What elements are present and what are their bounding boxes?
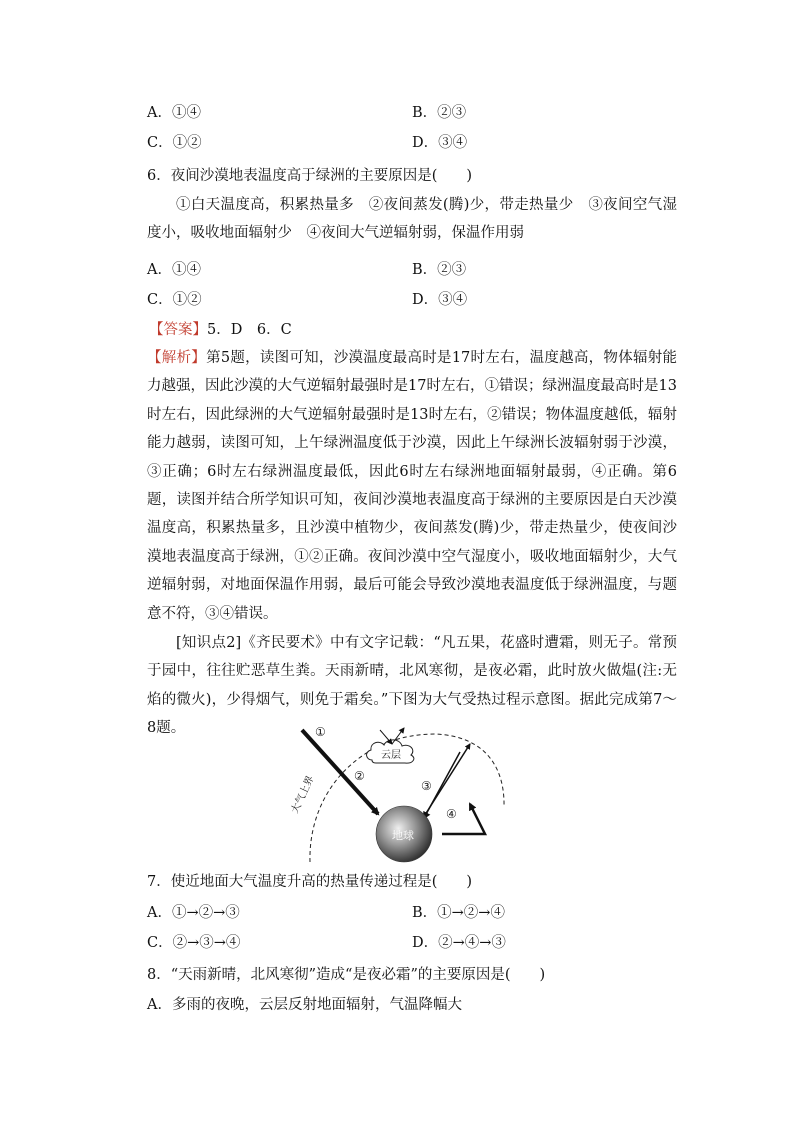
analysis-paragraph xyxy=(147,344,677,628)
analysis-text: 第5题，读图可知，沙漠温度最高时是17时左右，温度越高，物体辐射能力越强，因此沙漠的大气逆辐射最强时是17时左右，①错误；绿洲温度最高时是13时左右，因此绿洲的大气逆辐射最强时是13时左右，②错误；物体温度越低，辐射能力越弱，读图可知，上午绿洲温度低于沙漠，因此上午绿洲长波辐射弱于沙漠，③正确；6时左右绿洲温度最低，因此6时左右绿洲地面辐射最弱，④正确。第6题，读图并结合所学知识可知，夜间沙漠地表温度高于绿洲的主要原因是白天沙漠温度高，积累热量多，且沙漠中植物少，夜间蒸发(腾)少，带走热量少，使夜间沙漠地表温度高于绿洲，①②正确。夜间沙漠中空气湿度小，吸收地面辐射少，大气逆辐射弱，对地面保温作用弱，最后可能会导致沙漠地表温度低于绿洲温度，与题意不符，③④错误。 xyxy=(147,350,677,622)
q7-option-b: B．①→②→④ xyxy=(412,905,505,921)
q7-option-d: D．②→④→③ xyxy=(412,935,506,951)
q8-stem: 8．“天雨新晴，北风寒彻”造成“是夜必霜”的主要原因是( ) xyxy=(147,967,546,983)
marker-4: ④ xyxy=(446,807,457,821)
knowledge-paragraph: [知识点2]《齐民要术》中有文字记载：“凡五果，花盛时遭霜，则无子。常预于园中，往往贮恶草生粪。天雨新晴，北风寒彻，是夜必霜，此时放火做煴(注:无焰的微火)，少得烟气，则免于霜矣。”下图为大气受热过程示意图。据此完成第7～8题。 xyxy=(147,635,677,737)
cloud-label: 云层 xyxy=(381,750,401,761)
q6-statements: ①白天温度高，积累热量多 ②夜间蒸发(腾)少，带走热量少 ③夜间空气湿度小，吸收地面辐射少 ④夜间大气逆辐射弱，保温作用弱 xyxy=(147,197,677,242)
answer-line xyxy=(147,320,292,340)
q6-stem: 6．夜间沙漠地表温度高于绿洲的主要原因是( ) xyxy=(147,168,473,184)
marker-2: ② xyxy=(354,769,365,783)
q6-option-a: A．①④ xyxy=(147,262,201,278)
analysis-tag: 【解析】 xyxy=(147,350,207,366)
q8-option-a: A．多雨的夜晚，云层反射地面辐射，气温降幅大 xyxy=(147,997,462,1013)
q7-option-c: C．②→③→④ xyxy=(147,935,241,951)
answer-text: 5．D 6．C xyxy=(207,322,292,338)
atmosphere-heating-diagram xyxy=(280,722,520,872)
q6-option-c: C．①② xyxy=(147,292,202,308)
q5-option-a: A．①④ xyxy=(147,105,201,121)
atmosphere-label: 大气上界 xyxy=(289,774,317,816)
q7-option-a: A．①→②→③ xyxy=(147,905,240,921)
q5-option-d: D．③④ xyxy=(412,135,468,151)
marker-3: ③ xyxy=(421,779,432,793)
q5-option-c: C．①② xyxy=(147,135,202,151)
q6-option-b: B．②③ xyxy=(412,262,467,278)
solar-radiation-arrow xyxy=(302,730,378,814)
marker-1: ① xyxy=(315,725,326,739)
q7-stem: 7．使近地面大气温度升高的热量传递过程是( ) xyxy=(147,874,473,890)
q6-option-d: D．③④ xyxy=(412,292,468,308)
q5-option-b: B．②③ xyxy=(412,105,467,121)
earth-label: 地球 xyxy=(392,829,414,842)
answer-tag: 【答案】 xyxy=(149,322,207,338)
